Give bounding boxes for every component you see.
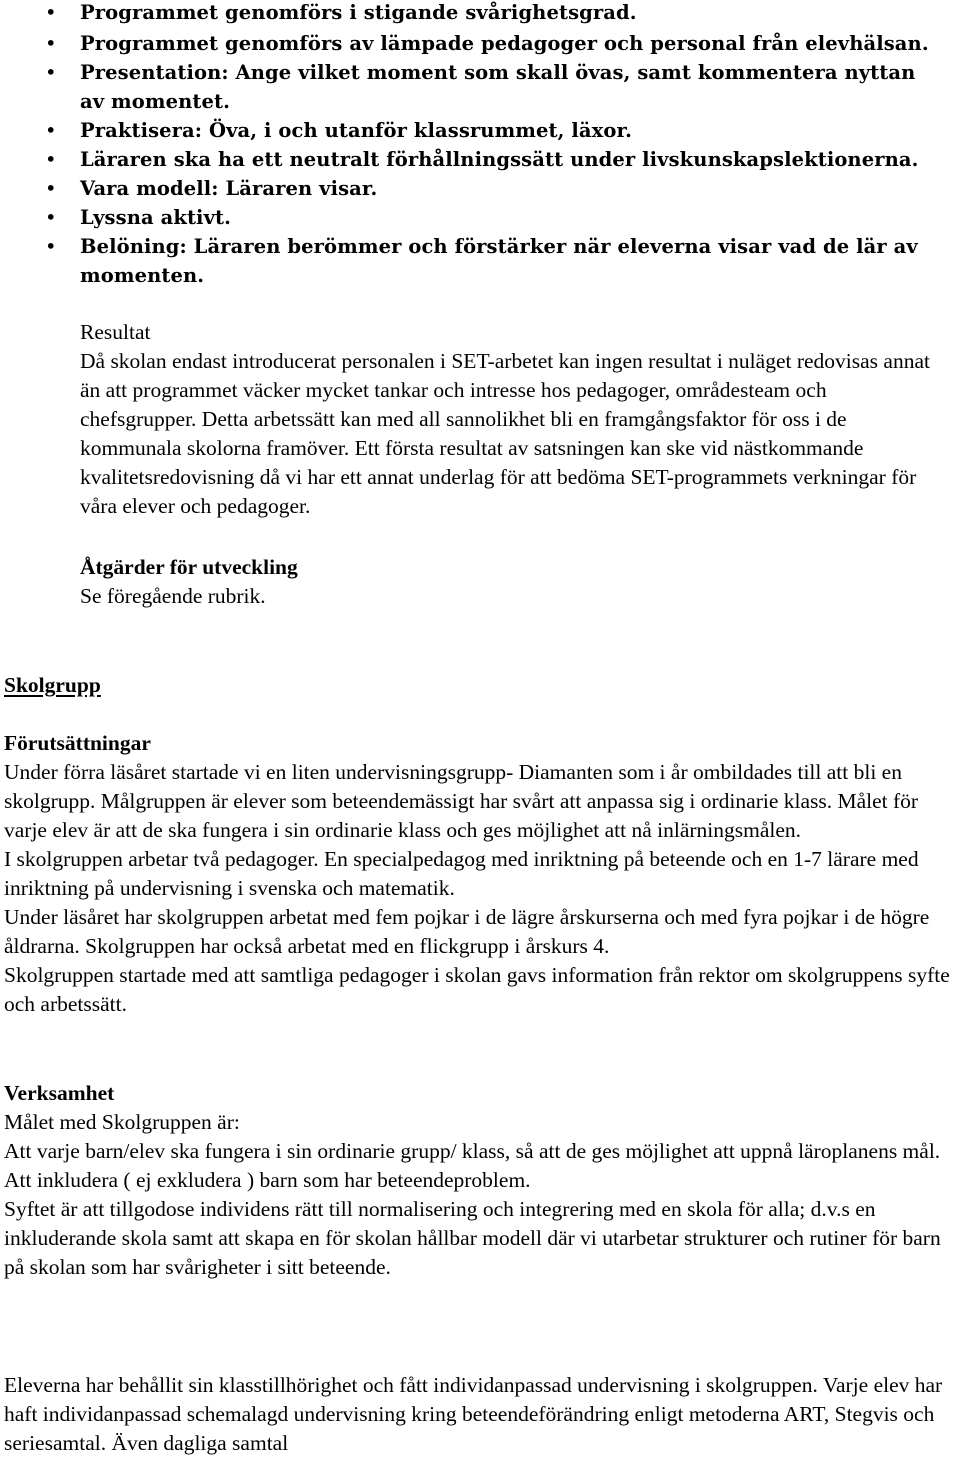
bullet-icon: • bbox=[45, 1, 57, 24]
bullet-item bbox=[0, 0, 960, 27]
bullet-icon: • bbox=[45, 177, 57, 200]
verksamhet-heading: Verksamhet bbox=[4, 1081, 115, 1105]
verksamhet-section bbox=[4, 1079, 954, 1282]
bullet-text: Programmet genomförs i stigande svårighetsgrad. bbox=[80, 1, 637, 24]
forutsattningar-paragraph: I skolgruppen arbetar två pedagoger. En specialpedagog med inriktning på beteende och en 1-7 lärare med inriktning på undervisning i svenska och matematik. bbox=[4, 847, 919, 900]
bullet-item bbox=[0, 29, 960, 58]
bullet-item bbox=[0, 174, 960, 203]
bullet-item bbox=[0, 145, 960, 174]
verksamhet-paragraph: Syftet är att tillgodose individens rätt till normalisering och integrering med en skola för alla; d.v.s en inkluderande skola samt att skapa en för skolan hållbar modell där vi utarbetar strukturer och rutiner för barn på skolan som har svårigheter i sitt beteende. bbox=[4, 1197, 941, 1279]
forutsattningar-paragraph: Skolgruppen startade med att samtliga pedagoger i skolan gavs information från rektor om skolgruppens syfte och arbetssätt. bbox=[4, 963, 950, 1016]
bullet-item bbox=[0, 58, 960, 116]
bullet-text: Programmet genomförs av lämpade pedagoger och personal från elevhälsan. bbox=[80, 32, 929, 55]
bullet-icon: • bbox=[45, 206, 57, 229]
bullet-item bbox=[0, 232, 960, 290]
bullet-text: Vara modell: Läraren visar. bbox=[80, 177, 378, 200]
bullet-icon: • bbox=[45, 148, 57, 171]
bullet-text: Praktisera: Öva, i och utanför klassrummet, läxor. bbox=[80, 119, 632, 142]
forutsattningar-section bbox=[4, 729, 954, 1019]
verksamhet-paragraph: Att varje barn/elev ska fungera i sin ordinarie grupp/ klass, så att de ges möjlighet att uppnå läroplanens mål. bbox=[4, 1139, 941, 1163]
atgarder-section bbox=[80, 553, 940, 611]
bullet-icon: • bbox=[45, 119, 57, 142]
bullet-icon: • bbox=[45, 32, 57, 55]
forutsattningar-paragraph: Under läsåret har skolgruppen arbetat med fem pojkar i de lägre årskurserna och med fyra pojkar i de högre åldrarna. Skolgruppen har också arbetat med en flickgrupp i årskurs 4. bbox=[4, 905, 930, 958]
atgarder-heading: Åtgärder för utveckling bbox=[80, 555, 298, 579]
skolgrupp-heading: Skolgrupp bbox=[4, 673, 101, 697]
resultat-text: Då skolan endast introducerat personalen i SET-arbetet kan ingen resultat i nuläget redovisas annat än att programmet väcker mycket tankar och intresse hos pedagoger, områdesteam och chefsgrupper. Detta arbetssätt kan med all sannolikhet bli en framgångsfaktor för oss i de kommunala skolorna framöver. Ett första resultat av satsningen kan ske vid nästkommande kvalitetsredovisning då vi har ett annat underlag för att bedöma SET-programmets verkningar för våra elever och pedagoger. bbox=[80, 349, 930, 518]
resultat-heading: Resultat bbox=[80, 320, 151, 344]
skolgrupp-section bbox=[4, 671, 954, 700]
resultat-section bbox=[80, 318, 940, 521]
bullet-list bbox=[0, 0, 960, 290]
bullet-text: Läraren ska ha ett neutralt förhållningssätt under livskunskapslektionerna. bbox=[80, 148, 919, 171]
bullet-text: Lyssna aktivt. bbox=[80, 206, 231, 229]
atgarder-text: Se föregående rubrik. bbox=[80, 584, 266, 608]
verksamhet-paragraph: Målet med Skolgruppen är: bbox=[4, 1110, 240, 1134]
closing-section bbox=[4, 1371, 954, 1458]
forutsattningar-paragraph: Under förra läsåret startade vi en liten undervisningsgrupp- Diamanten som i år ombildades till att bli en skolgrupp. Målgruppen är elever som beteendemässigt har svårt att anpassa sig i ordinarie klass. Målet för varje elev är att de ska fungera i sin ordinarie klass och ges möjlighet att nå inlärningsmålen. bbox=[4, 760, 919, 842]
bullet-item bbox=[0, 203, 960, 232]
verksamhet-paragraph: Att inkludera ( ej exkludera ) barn som har beteendeproblem. bbox=[4, 1168, 531, 1192]
bullet-text: Presentation: Ange vilket moment som skall övas, samt kommentera nyttan av momentet. bbox=[80, 61, 916, 113]
closing-text: Eleverna har behållit sin klasstillhörighet och fått individanpassad undervisning i skolgruppen. Varje elev har haft individanpassad schemalagd undervisning kring beteendeförändring enligt metoderna ART, Stegvis och seriesamtal. Även dagliga samtal bbox=[4, 1373, 943, 1455]
bullet-text: Belöning: Läraren berömmer och förstärker när eleverna visar vad de lär av momenten. bbox=[80, 235, 918, 287]
bullet-icon: • bbox=[45, 61, 57, 84]
bullet-item bbox=[0, 116, 960, 145]
forutsattningar-heading: Förutsättningar bbox=[4, 731, 151, 755]
bullet-icon: • bbox=[45, 235, 57, 258]
